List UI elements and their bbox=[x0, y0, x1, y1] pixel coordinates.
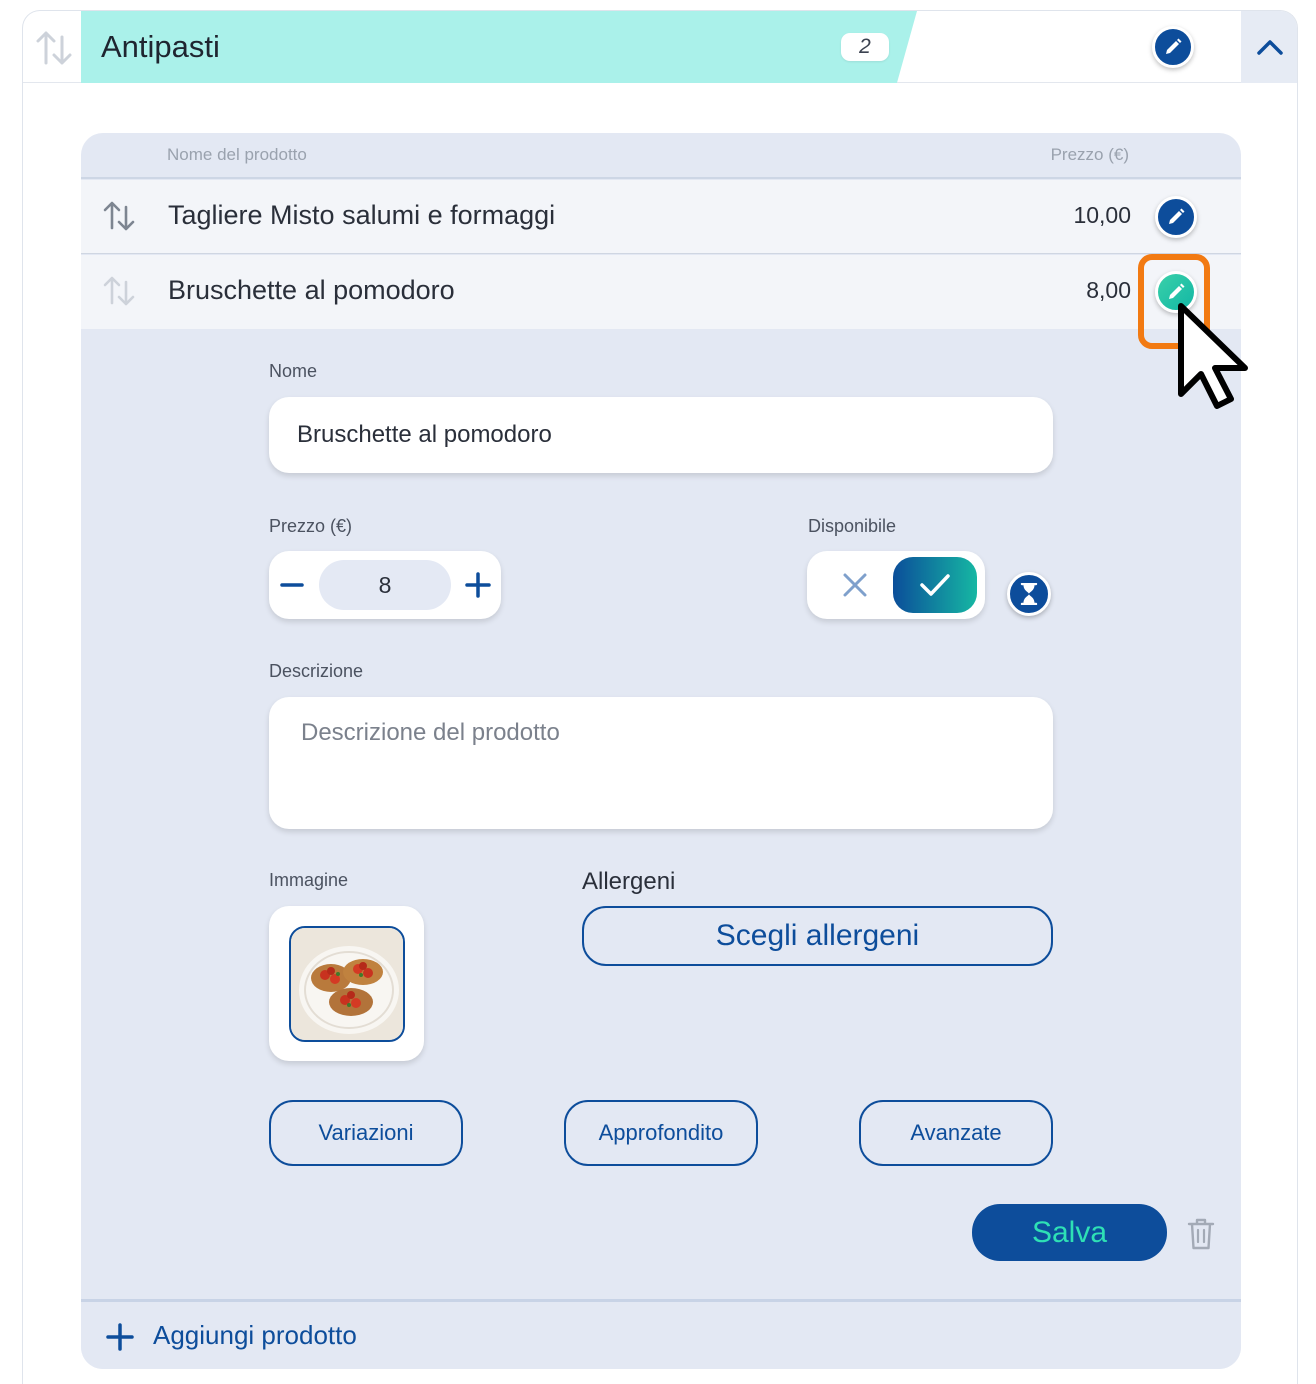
product-image[interactable] bbox=[289, 926, 405, 1042]
mouse-pointer-icon bbox=[1173, 300, 1263, 412]
details-button[interactable]: Approfondito bbox=[564, 1100, 758, 1166]
pencil-icon bbox=[1163, 37, 1183, 57]
category-count-badge: 2 bbox=[841, 33, 889, 61]
check-icon bbox=[919, 572, 951, 598]
product-price: 8,00 bbox=[1086, 277, 1131, 303]
chevron-up-icon bbox=[1256, 38, 1284, 56]
allergens-label: Allergeni bbox=[582, 868, 676, 895]
name-field[interactable]: Bruschette al pomodoro bbox=[269, 397, 1053, 473]
variations-button[interactable]: Variazioni bbox=[269, 1100, 463, 1166]
plus-icon bbox=[105, 1322, 135, 1352]
available-label: Disponibile bbox=[808, 516, 897, 536]
product-name: Tagliere Misto salumi e formaggi bbox=[168, 200, 556, 230]
category-title: Antipasti bbox=[101, 29, 220, 64]
product-row[interactable] bbox=[81, 180, 1241, 254]
description-field[interactable]: Descrizione del prodotto bbox=[269, 697, 1053, 829]
product-name: Bruschette al pomodoro bbox=[168, 275, 455, 305]
plus-icon[interactable] bbox=[463, 565, 493, 605]
name-label: Nome bbox=[269, 361, 318, 381]
bruschetta-photo bbox=[291, 928, 405, 1042]
add-product-label: Aggiungi prodotto bbox=[153, 1320, 357, 1350]
close-icon[interactable] bbox=[841, 571, 869, 599]
sort-icon[interactable] bbox=[101, 198, 137, 234]
category-header[interactable] bbox=[23, 11, 1298, 83]
available-toggle[interactable] bbox=[807, 551, 985, 619]
product-row-selected[interactable] bbox=[81, 255, 1241, 329]
category-card bbox=[22, 10, 1298, 1384]
table-header bbox=[81, 133, 1241, 179]
description-label: Descrizione bbox=[269, 661, 364, 681]
add-product-row[interactable] bbox=[81, 1299, 1241, 1369]
pencil-icon bbox=[1166, 207, 1186, 227]
price-label: Prezzo (€) bbox=[269, 516, 353, 536]
price-stepper bbox=[269, 551, 501, 619]
toggle-on-state[interactable] bbox=[893, 557, 977, 613]
price-input[interactable]: 8 bbox=[319, 560, 451, 610]
advanced-button[interactable]: Avanzate bbox=[859, 1100, 1053, 1166]
products-panel bbox=[81, 133, 1241, 1369]
choose-allergens-button[interactable]: Scegli allergeni bbox=[582, 906, 1053, 966]
save-button[interactable]: Salva bbox=[972, 1204, 1167, 1261]
hourglass-icon bbox=[1020, 583, 1038, 605]
schedule-button[interactable] bbox=[1007, 572, 1051, 616]
trash-icon[interactable] bbox=[1185, 1217, 1217, 1251]
sort-icon[interactable] bbox=[33, 27, 75, 69]
sort-icon[interactable] bbox=[101, 273, 137, 309]
collapse-button[interactable] bbox=[1241, 11, 1298, 83]
image-upload[interactable] bbox=[269, 906, 424, 1061]
edit-product-button[interactable] bbox=[1155, 196, 1197, 238]
image-label: Immagine bbox=[269, 870, 349, 890]
column-name-header: Nome del prodotto bbox=[167, 145, 307, 164]
minus-icon[interactable] bbox=[279, 565, 305, 605]
product-price: 10,00 bbox=[1073, 202, 1131, 228]
edit-category-button[interactable] bbox=[1152, 26, 1194, 68]
column-price-header: Prezzo (€) bbox=[1050, 145, 1129, 164]
